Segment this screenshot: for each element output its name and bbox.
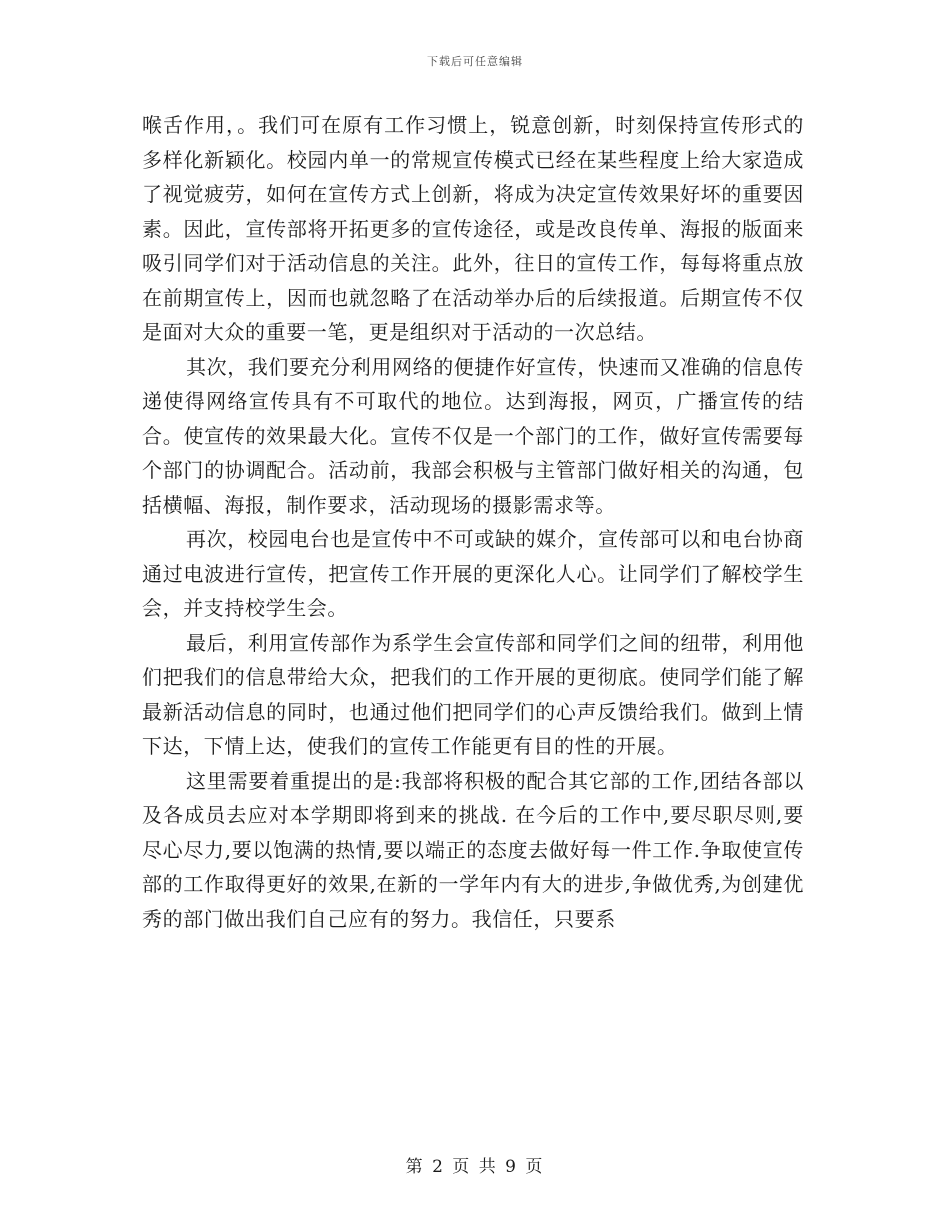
page-header: 下载后可任意编辑 [427,55,523,68]
paragraph-second: 其次，我们要充分利用网络的便捷作好宣传，快速而又准确的信息传递使得网络宣传具有不可取代的地位。达到海报，网页，广播宣传的结合。使宣传的效果最大化。宣传不仅是一个部门的工作，做好宣传需要每个部门的协调配合。活动前，我部会积极与主管部门做好相关的沟通，包括横幅、海报，制作要求，活动现场的摄影需求等。 [142,354,804,517]
paragraph-fourth: 最后，利用宣传部作为系学生会宣传部和同学们之间的纽带，利用他们把我们的信息带给大众，把我们的工作开展的更彻底。使同学们能了解最新活动信息的同时，也通过他们把同学们的心声反馈给我们。做到上情下达，下情上达，使我们的宣传工作能更有目的性的开展。 [142,630,804,758]
paragraph-continuation: 喉舌作用，。我们可在原有工作习惯上，锐意创新，时刻保持宣传形式的多样化新颖化。校园内单一的常规宣传模式已经在某些程度上给大家造成了视觉疲劳，如何在宣传方式上创新，将成为决定宣传效果好坏的重要因素。因此，宣传部将开拓更多的宣传途径，或是改良传单、海报的版面来吸引同学们对于活动信息的关注。此外，往日的宣传工作，每每将重点放在前期宣传上，因而也就忽略了在活动举办后的后续报道。后期宣传不仅是面对大众的重要一笔，更是组织对于活动的一次总结。 [142,113,804,344]
document-body [142,108,804,936]
page-number: 第 2 页 共 9 页 [405,1157,545,1177]
paragraph-third: 再次，校园电台也是宣传中不可或缺的媒介，宣传部可以和电台协商通过电波进行宣传，把宣传工作开展的更深化人心。让同学们了解校学生会，并支持校学生会。 [142,527,804,620]
paragraph-fifth: 这里需要着重提出的是:我部将积极的配合其它部的工作,团结各部以及各成员去应对本学期即将到来的挑战. 在今后的工作中,要尽职尽则,要尽心尽力,要以饱满的热情,要以端正的态度去做好每一件工作.争取使宣传部的工作取得更好的效果,在新的一学年内有大的进步,争做优秀,为创建优秀的部门做出我们自己应有的努力。我信任，只要系 [142,768,804,931]
